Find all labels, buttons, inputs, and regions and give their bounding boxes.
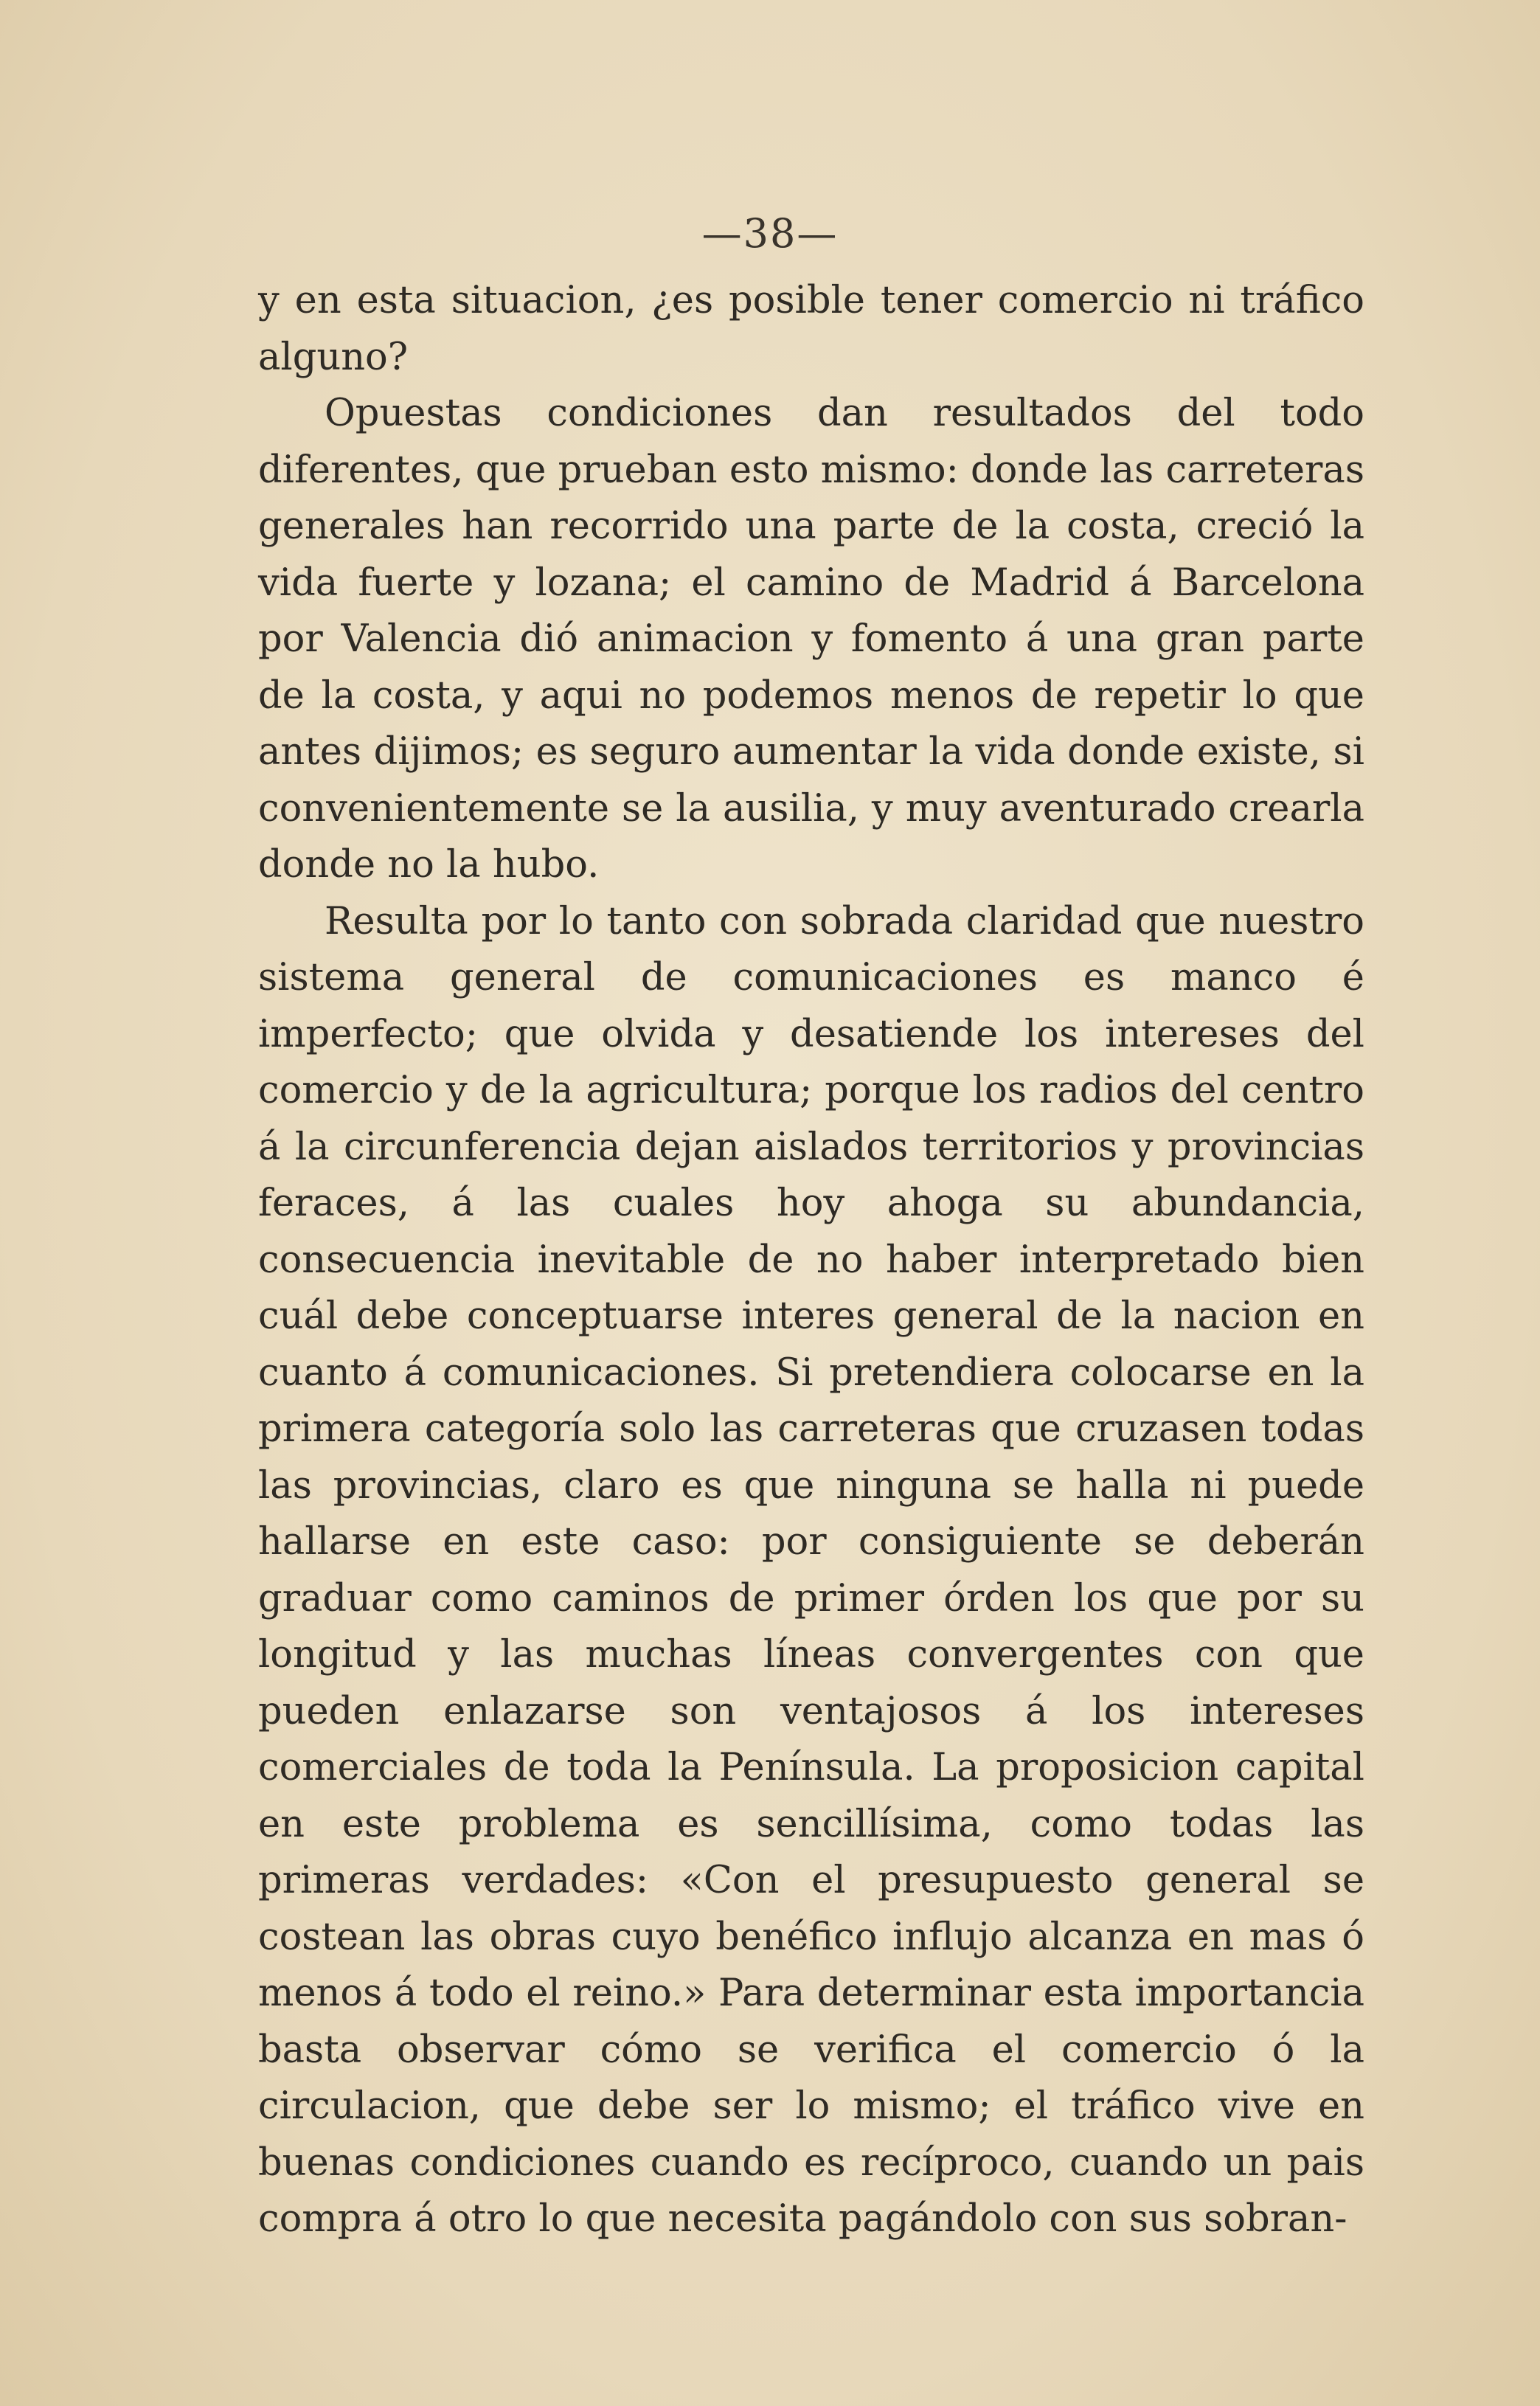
paragraph-3: Resulta por lo tanto con sobrada claridad que nuestro sistema general de comunicaciones es manco é imperfecto; que olvida y desatiende los intereses del comercio y de la agricultura; porque los radios del centro á la circunferencia dejan aislados territorios y provincias feraces, á las cuales hoy ahoga su abundancia, consecuencia inevitable de no haber interpretado bien cuál debe conceptuarse interes general de la nacion en cuanto á comunicaciones. Si pretendiera colocarse en la primera categoría solo las carreteras que cruzasen todas las provincias, claro es que ninguna se halla ni puede hallarse en este caso: por consiguiente se deberán graduar como caminos de primer órden los que por su longitud y las muchas líneas convergentes con que pueden enlazarse son ventajosos á los intereses comerciales de toda la Península. La proposicion capital en este problema es sencillísima, como todas las primeras verdades: «Con el presupuesto general se costean las obras cuyo benéfico influjo alcanza en mas ó menos á todo el reino.» Para determinar esta importancia basta observar cómo se verifica el comercio ó la circulacion, que debe ser lo mismo; el tráfico vive en buenas condiciones cuando es recíproco, cuando un pais compra á otro lo que necesita pagándolo con sus sobran- [258, 899, 1364, 2241]
paragraph-2: Opuestas condiciones dan resultados del todo diferentes, que prueban esto mismo: donde las carreteras generales han recorrido una parte de la costa, creció la vida fuerte y lozana; el camino de Madrid á Barcelona por Valencia dió animacion y fomento á una gran parte de la costa, y aqui no podemos menos de repetir lo que antes dijimos; es seguro aumentar la vida donde existe, si convenientemente se la ausilia, y muy aventurado crearla donde no la hubo. [258, 392, 1364, 887]
page-number: —38— [701, 210, 839, 257]
paragraph-1: y en esta situacion, ¿es posible tener comercio ni tráfico alguno? [258, 279, 1364, 379]
body-text [258, 273, 1364, 2248]
